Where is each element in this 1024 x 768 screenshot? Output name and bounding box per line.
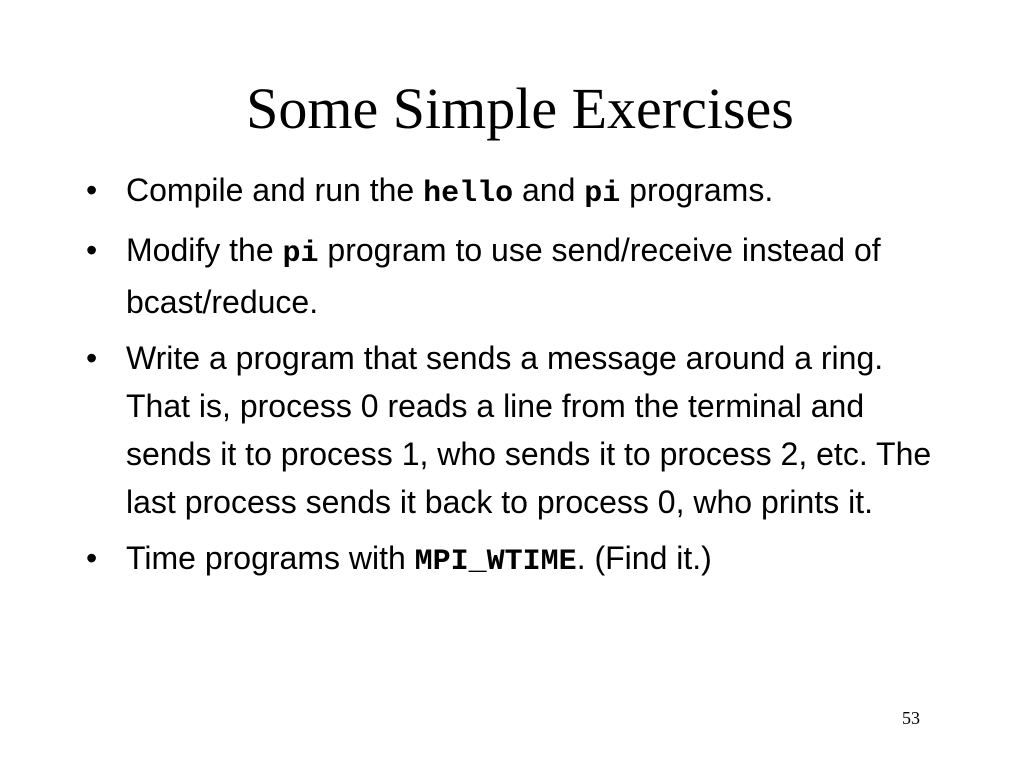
bullet-text: Modify the (126, 232, 283, 268)
bullet-list (86, 166, 946, 594)
bullet-icon: • (86, 232, 98, 268)
code-pi: pi (584, 177, 621, 211)
bullet-icon: • (86, 540, 98, 576)
code-mpi-wtime: MPI_WTIME (414, 545, 577, 579)
bullet-text: Compile and run the (126, 172, 424, 208)
bullet-text: programs. (620, 172, 774, 208)
bullet-text: program to use send/receive instead of bcast/reduce. (126, 232, 881, 320)
page-number: 53 (902, 708, 920, 728)
bullet-icon: • (86, 340, 98, 376)
bullet-item-ring (86, 334, 946, 526)
bullet-text: Time programs with (126, 540, 415, 576)
code-pi: pi (282, 237, 319, 271)
bullet-item-compile (86, 166, 946, 218)
bullet-item-modify (86, 226, 946, 326)
code-hello: hello (423, 177, 514, 211)
bullet-icon: • (86, 172, 98, 208)
slide-title: Some Simple Exercises (246, 76, 794, 141)
bullet-item-time (86, 534, 946, 586)
bullet-text: . (Find it.) (576, 540, 712, 576)
bullet-text: and (513, 172, 585, 208)
bullet-text: Write a program that sends a message around a ring. That is, process 0 reads a line from the terminal and sends it to process 1, who sends it to process 2, etc. The last process sends it back to process 0, who prints it. (126, 340, 932, 520)
